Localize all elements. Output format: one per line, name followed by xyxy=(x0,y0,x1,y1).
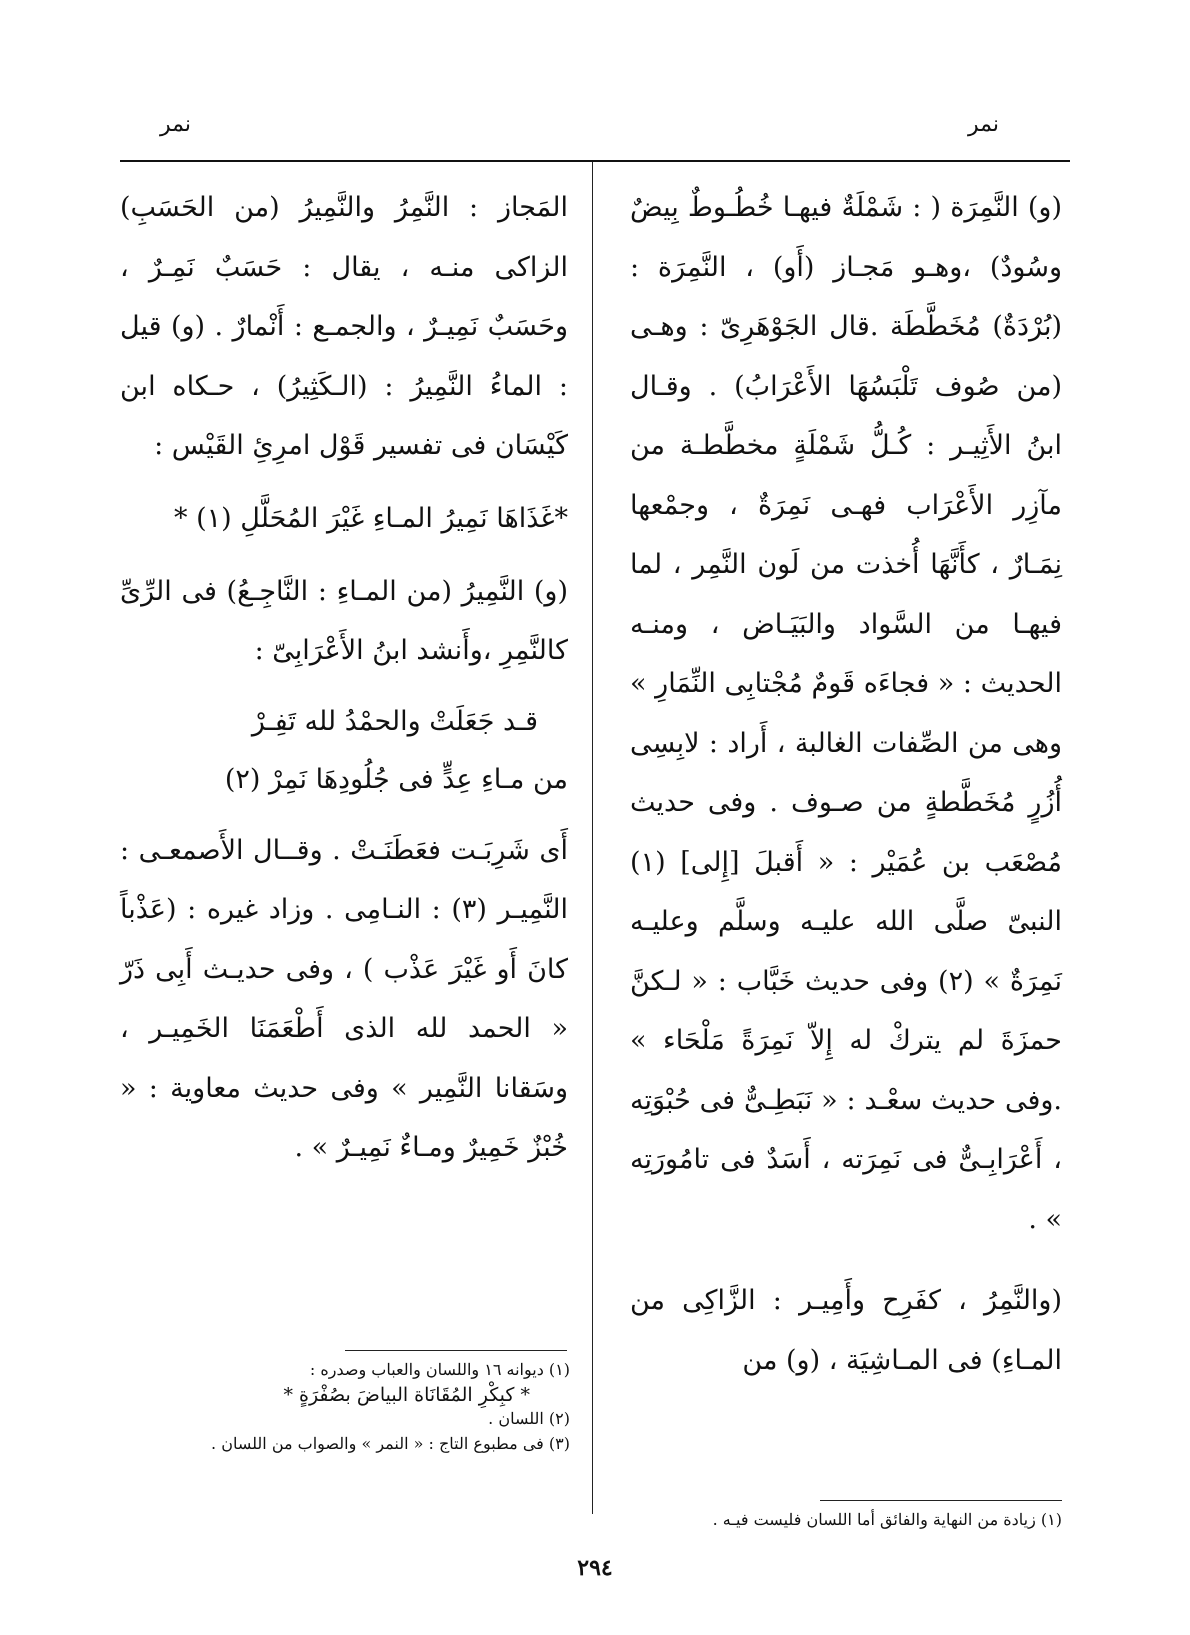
footnote-rule-right xyxy=(820,1500,1062,1501)
footnote-1-left: (١) ديوانه ١٦ واللسان والعباب وصدره : xyxy=(309,1360,570,1379)
left-column-paragraph-3: أَى شَرِبَـت فعَطَنَـتْ . وقــال الأَصمعـى : النَّمِيـر (٣) : النـامِى . وزاد غيره : (عَذْباً كانَ أَو غَيْرَ عَذْب ) ، وفى حديـث أَبِى ذَرّ « الحمد لله الذى أَطْعَمَنَا الخَمِيـر ، وسَقانا النَّمِير » وفى حديث معاوية : « خُبْزٌ خَمِيرٌ ومـاءٌ نَمِيـرٌ » . xyxy=(120,834,568,1163)
right-column-paragraph-2: (والنَّمِرُ ، كفَرِح وأَمِيـر : الزَّاكِى من المـاءِ) فى المـاشِيَة ، (و) من xyxy=(630,1285,1062,1376)
left-column-paragraph-2: (و) النَّمِيرُ (من المـاءِ : النَّاجِـعُ) فى الرِّىِّ كالنَّمِرِ ،وأَنشد ابنُ الأَعْرَابِىّ : xyxy=(120,575,568,666)
footnote-3-left: (٣) فى مطبوع التاج : « النمر » والصواب من اللسان . xyxy=(211,1433,570,1453)
left-column xyxy=(120,178,568,1178)
header-rule xyxy=(120,160,1070,162)
left-column-paragraph-1: المَجاز : النَّمِرُ والنَّمِيرُ (من الحَسَبِ) الزاكى منـه ، يقال : حَسَبٌ نَمِـرٌ ، وحَسَبٌ نَمِيـرٌ ، والجمـع : أَنْمارٌ . (و) قيل : الماءُ النَّمِيرُ : (الـكَثِيرُ) ، حـكاه ابن كَيْسَان فى تفسير قَوْل امرِئِ القَيْس : xyxy=(120,192,568,461)
footnote-2-left: (٢) اللسان . xyxy=(488,1409,570,1428)
verse-imru-al-qays: *غَذَاهَا نَمِيرُ المـاءِ غَيْرَ المُحَلَّلِ (١) * xyxy=(173,502,568,534)
footnote-1-verse: * كبِكْرِ المُقَانَاة البياضَ بصُفْرَةٍ * xyxy=(283,1383,530,1406)
verse-line-2: من مـاءِ عِدٍّ فى جُلُودِهَا نَمِرْ (٢) xyxy=(224,763,568,795)
footnote-rule-left xyxy=(345,1350,567,1351)
verse-line-1: قـد جَعَلَتْ والحمْدُ لله تَفِـرْ xyxy=(251,705,538,737)
verse-couplet xyxy=(120,693,568,809)
footnote-1-right: (١) زيادة من النهاية والفائق أما اللسان فليست فيـه . xyxy=(712,1510,1062,1529)
footnotes-right xyxy=(620,1508,1062,1533)
footnotes-left xyxy=(120,1358,570,1456)
running-header-right: نمر xyxy=(968,112,999,137)
column-divider xyxy=(592,162,593,1514)
page-number: ٢٩٤ xyxy=(577,1555,613,1581)
right-column-paragraph-1: (و) النَّمِرَة ( : شَمْلَةٌ فيهـا خُطُـوطٌ بِيضٌ وسُودٌ) ،وهـو مَجـاز (أَو) ، النَّمِرَة : (بُرْدَةٌ) مُخَطَّطَة .قال الجَوْهَرِىّ : وهـى (من صُوف تَلْبَسُهَا الأَعْرَابُ) . وقـال ابنُ الأَثِيـر : كُـلُّ شَمْلَةٍ مخطَّطـة من مآزِر الأَعْرَاب فهـى نَمِرَةٌ ، وجمْعها نِمَـارٌ ، كأَنَّهَا أُخذت من لَون النَّمِر ، لما فيهـا من السَّواد والبَيَـاض ، ومنـه الحديث : « فجاءَه قَومٌ مُجْتابِى النِّمَارِ » وهى من الصِّفات الغالبة ، أَراد : لابِسِى أُزُرٍ مُخَطَّطةٍ من صـوف . وفى حديث مُصْعَب بن عُمَيْر : « أَقبلَ [إِلى] (١) النبىّ صلَّى الله عليـه وسلَّم وعليـه نَمِرَةٌ » (٢) وفى حديث خَبَّاب : « لـكنَّ حمزَةَ لم يتركْ له إِلاّ نَمِرَةً مَلْحَاء » .وفى حديث سعْـد : « نَبَطِـىٌّ فى حُبْوَتِه ، أَعْرَابِـىٌّ فى نَمِرَته ، أَسَدٌ فى تامُورَتِه » . xyxy=(630,192,1062,1235)
right-column xyxy=(630,178,1062,1390)
running-header-left: نمر xyxy=(160,112,191,137)
